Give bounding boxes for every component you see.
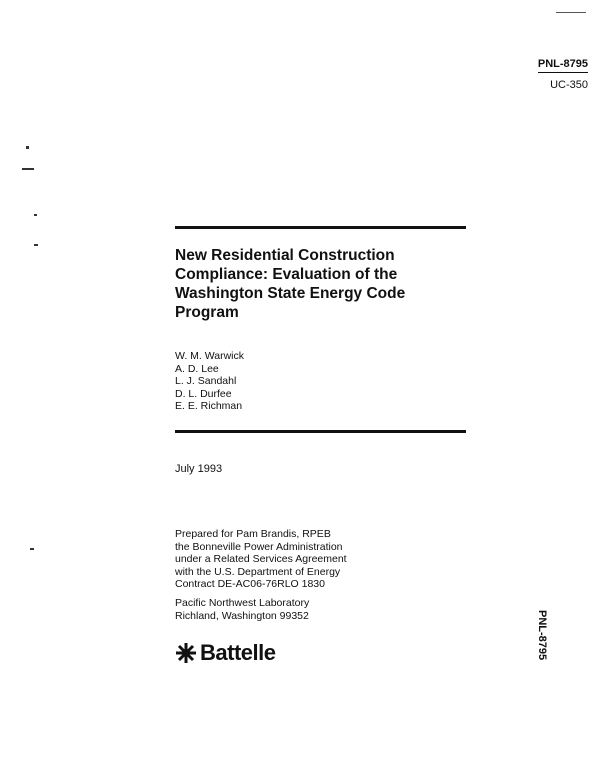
author: D. L. Durfee [175, 387, 232, 400]
report-number: PNL-8795 [538, 58, 588, 73]
author-list [175, 350, 244, 413]
prepared-line: under a Related Services Agreement [175, 553, 347, 565]
logo-text: Battelle [200, 640, 276, 665]
title-line: New Residential Construction [175, 247, 395, 264]
side-report-number: PNL-8795 [536, 610, 548, 661]
author: A. D. Lee [175, 362, 219, 375]
author: L. J. Sandahl [175, 375, 237, 387]
scan-mark [556, 12, 586, 13]
top-rule [175, 226, 466, 229]
scan-speck [34, 244, 38, 246]
bottom-rule [175, 430, 466, 433]
publication-date: July 1993 [175, 463, 223, 475]
laboratory-address [175, 597, 309, 622]
scan-speck [26, 146, 29, 149]
lab-name: Pacific Northwest Laboratory [175, 597, 310, 609]
battelle-star-icon [175, 642, 197, 664]
prepared-for-block [175, 528, 347, 591]
author: W. M. Warwick [175, 350, 245, 362]
title-line: Compliance: Evaluation of the [175, 266, 398, 283]
prepared-line: the Bonneville Power Administration [175, 540, 343, 553]
battelle-logo [175, 640, 275, 666]
prepared-line: Contract DE-AC06-76RLO 1830 [175, 578, 325, 590]
lab-location: Richland, Washington 99352 [175, 609, 309, 622]
scan-speck [34, 214, 37, 216]
category-number: UC-350 [550, 79, 588, 91]
document-title [175, 246, 405, 322]
scan-speck [22, 168, 34, 170]
prepared-line: with the U.S. Department of Energy [175, 565, 341, 578]
scan-speck [30, 548, 34, 550]
title-line: Program [175, 304, 239, 321]
author: E. E. Richman [175, 400, 243, 412]
title-line: Washington State Energy Code [175, 285, 406, 302]
prepared-line: Prepared for Pam Brandis, RPEB [175, 528, 331, 540]
